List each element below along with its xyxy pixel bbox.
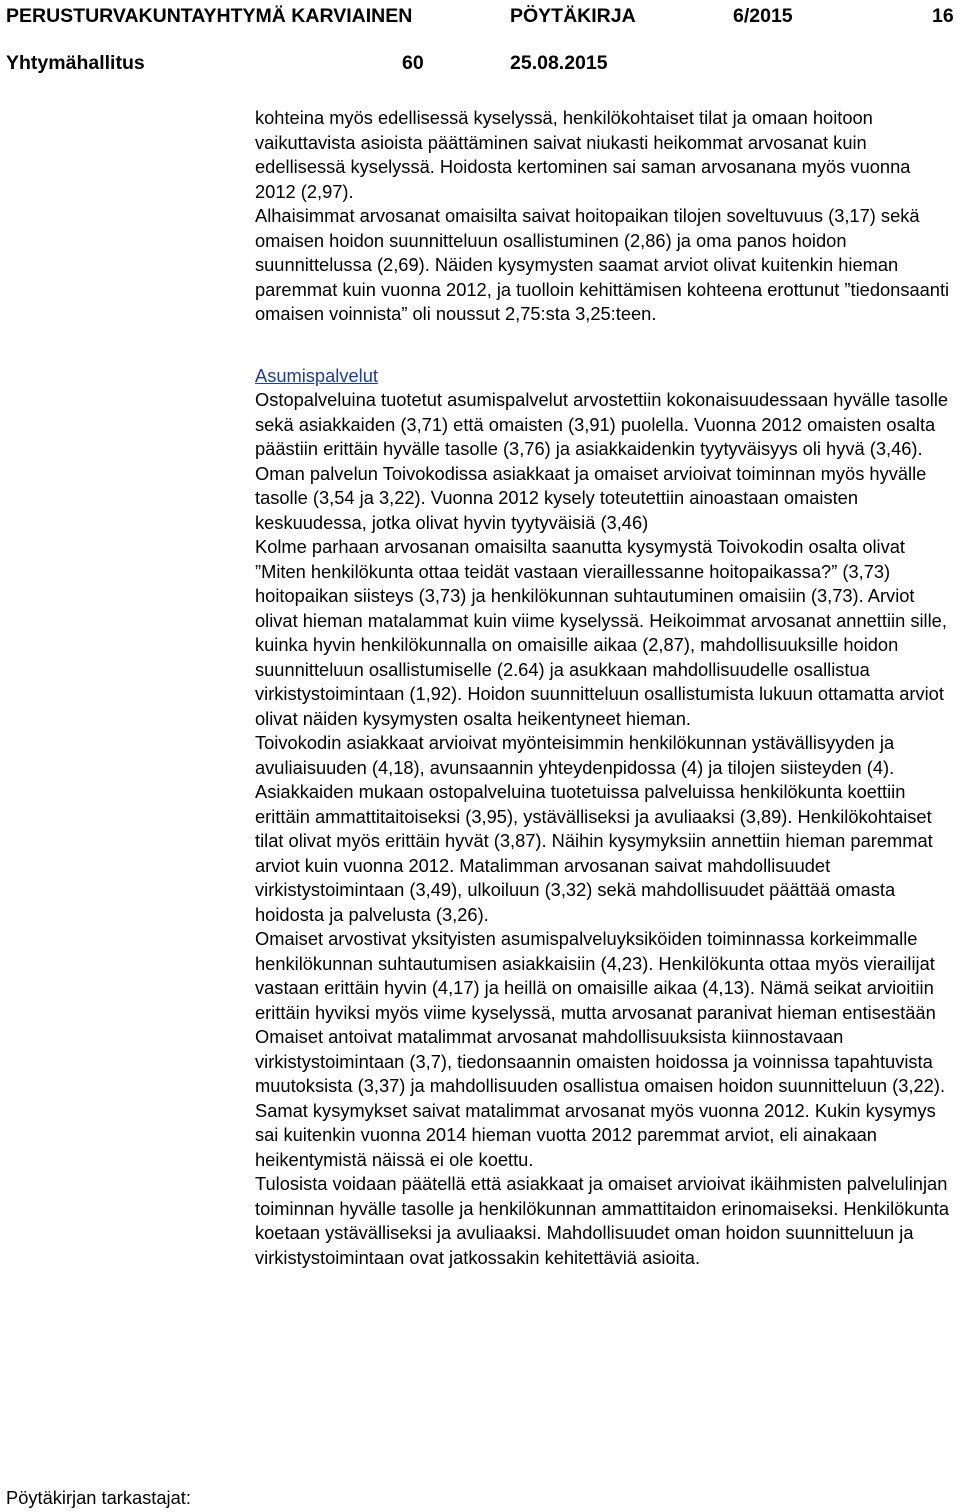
section-number: 60 [402, 52, 424, 74]
paragraph: Alhaisimmat arvosanat omaisilta saivat hoitopaikan tilojen soveltuvuus (3,17) sekä omaisen hoidon suunnitteluun osallistuminen (2,86) ja oma panos hoidon suunnittelussa (2,69). Näiden kysymysten saamat arviot olivat kuitenkin hieman paremmat kuin vuonna 2012, ja tuolloin kehittämisen kohteena erottunut ”tiedonsaanti omaisen voinnista” oli noussut 2,75:sta 3,25:teen. [255, 205, 950, 324]
page-number: 16 [932, 5, 954, 27]
paragraph: Tulosista voidaan päätellä että asiakkaat ja omaiset arvioivat ikäihmisten palvelulinjan toiminnan hyvälle tasolle ja henkilökunnan ammattitaidon erinomaiseksi. Henkilökunta koetaan ystävälliseksi ja avuliaaksi. Mahdollisuudet oman hoidon suunnitteluun ja virkistystoimintaan ovat jatkossakin kehitettäviä asioita. [255, 1173, 950, 1268]
paragraph: Ostopalveluina tuotetut asumispalvelut arvostettiin kokonaisuudessaan hyvälle tasolle sekä asiakkaiden (3,71) että omaisten (3,91) puolella. Vuonna 2012 omaisten osalta päästiin erittäin hyvälle tasolle (3,76) ja asiakkaidenkin tyytyväisyys oli hyvä (3,46). Oman palvelun Toivokodissa asiakkaat ja omaiset arvioivat toiminnan myös hyvälle tasolle (3,54 ja 3,22). Vuonna 2012 kysely toteutettiin ainoastaan omaisten keskuudessa, jotka olivat hyvin tyytyväisiä (3,46) [255, 389, 949, 533]
paragraph: Asiakkaiden mukaan ostopalveluina tuotetuissa palveluissa henkilökunta koettiin erittäin ammattitaitoiseksi (3,95), ystävälliseksi ja avuliaaksi (3,89). Henkilökohtaiset tilat olivat myös erittäin hyvät (3,87). Näihin kysymyksiin annettiin hieman paremmat arviot kuin vuonna 2012. Matalimman arvosanan saivat mahdollisuudet virkistystoimintaan (3,49), ulkoiluun (3,32) sekä mahdollisuudet päättää omasta hoidosta ja palvelusta (3,26). [255, 781, 933, 925]
meeting-body: Yhtymähallitus [6, 52, 145, 74]
section-heading: Asumispalvelut [255, 364, 378, 386]
paragraph: Omaiset antoivat matalimmat arvosanat mahdollisuuksista kiinnostavaan virkistystoimintaan (3,7), tiedonsaannin omaisten hoidossa ja voinnissa tapahtuvista muutoksista (3,37) ja mahdollisuuden osallistua omaisen hoidon suunnitteluun (3,22). Samat kysymykset saivat matalimmat arvosanat myös vuonna 2012. Kukin kysymys sai kuitenkin vuonna 2014 hieman vuotta 2012 paremmat arviot, eli ainakaan heikentymistä näissä ei ole koettu. [255, 1026, 946, 1170]
paragraph: Toivokodin asiakkaat arvioivat myönteisimmin henkilökunnan ystävällisyyden ja avuliaisuuden (4,18), avunsaannin yhteydenpidossa (4) ja tilojen siisteyden (4). [255, 732, 895, 778]
document-body [255, 106, 955, 1270]
meeting-date: 25.08.2015 [510, 52, 608, 74]
paragraph: Omaiset arvostivat yksityisten asumispalveluyksiköiden toiminnassa korkeimmalle henkilökunnan suhtautumisen asiakkaisiin (4,23). Henkilökunta ottaa myös vierailijat vastaan erittäin hyvin (4,17) ja heillä on omaisille aikaa (4,13). Nämä seikat arvioitiin erittäin hyviksi myös viime kyselyssä, mutta arvosanat paranivat hieman entisestään [255, 928, 936, 1023]
document-type: PÖYTÄKIRJA [510, 5, 636, 27]
paragraph-gap [255, 327, 955, 364]
document-number: 6/2015 [733, 5, 793, 27]
organization-name: PERUSTURVAKUNTAYHTYMÄ KARVIAINEN [6, 5, 413, 27]
footer-label: Pöytäkirjan tarkastajat: [6, 1487, 191, 1508]
paragraph: kohteina myös edellisessä kyselyssä, henkilökohtaiset tilat ja omaan hoitoon vaikuttavista asioista päättäminen saivat niukasti heikommat arvosanat kuin edellisessä kyselyssä. Hoidosta kertominen sai saman arvosanana myös vuonna 2012 (2,97). [255, 107, 911, 202]
paragraph: Kolme parhaan arvosanan omaisilta saanutta kysymystä Toivokodin osalta olivat ”Miten henkilökunta ottaa teidät vastaan vieraillessanne hoitopaikassa?” (3,73) hoitopaikan siisteys (3,73) ja henkilökunnan suhtautuminen omaisiin (3,73). Arviot olivat hieman matalammat kuin viime kyselyssä. Heikoimmat arvosanat annettiin sille, kuinka hyvin henkilökunnalla on omaisille aikaa (2,87), mahdollisuuksille hoidon suunnitteluun osallistumiselle (2.64) ja asukkaan mahdollisuudelle osallistua virkistystoimintaan (1,92). Hoidon suunnitteluun osallistumista lukuun ottamatta arviot olivat näiden kysymysten osalta heikentyneet hieman. [255, 536, 947, 729]
